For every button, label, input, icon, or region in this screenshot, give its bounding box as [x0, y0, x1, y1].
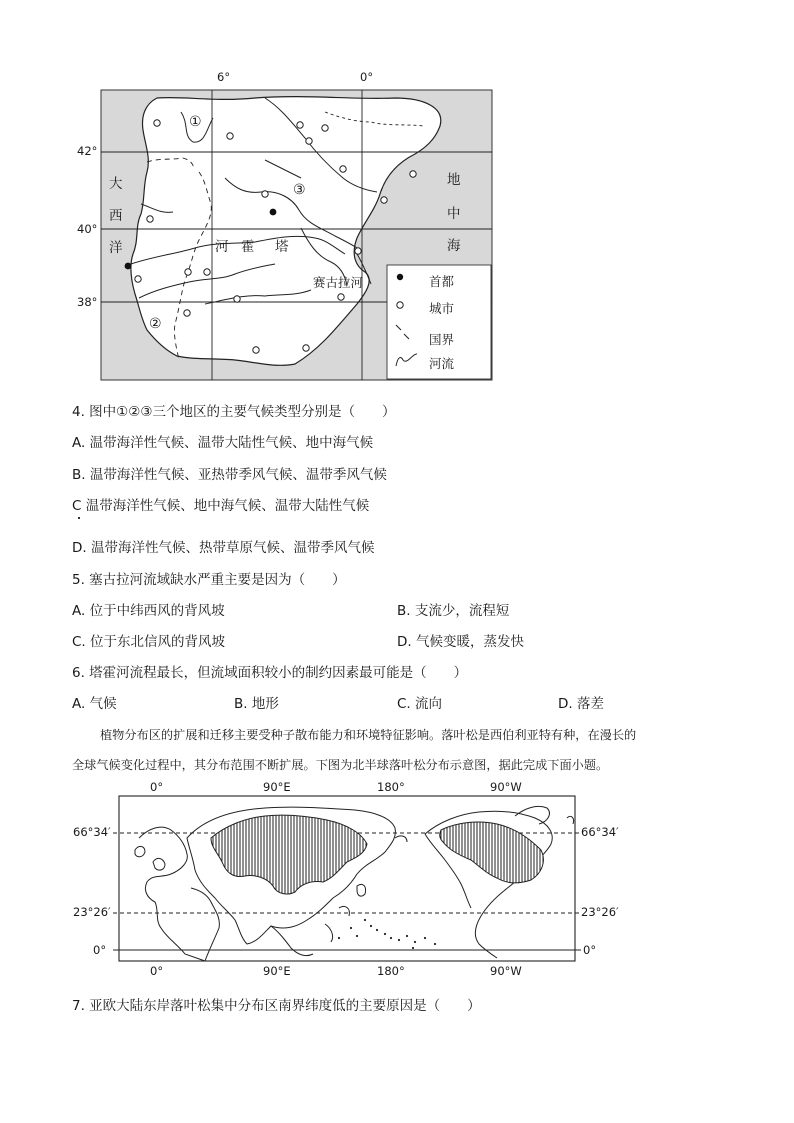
- larch-map-svg: [95, 778, 625, 978]
- top-lon-90e: 90°E: [263, 780, 291, 794]
- right-lat-23: 23°26′: [581, 905, 619, 919]
- question-7-stem: 7. 亚欧大陆东岸落叶松集中分布区南界纬度低的主要原因是（ ）: [72, 998, 481, 1014]
- question-5-option-a: A. 位于中纬西风的背风坡: [72, 603, 225, 619]
- question-5-stem: 5. 塞古拉河流域缺水严重主要是因为（ ）: [72, 572, 346, 588]
- lon-label-0: 0°: [360, 70, 374, 84]
- bottom-lon-90e: 90°E: [263, 964, 291, 978]
- sea-left-char-1: 大: [109, 176, 123, 192]
- question-6-option-d: D. 落差: [558, 696, 604, 712]
- left-lat-23: 23°26′: [73, 905, 111, 919]
- right-lat-0: 0°: [583, 943, 597, 957]
- question-5-option-d: D. 气候变暖，蒸发快: [397, 634, 524, 650]
- question-6-option-b: B. 地形: [234, 696, 279, 712]
- lon-label-6: 6°: [217, 70, 231, 84]
- legend-border-label: 国界: [429, 332, 455, 347]
- larch-distribution-map: [73, 778, 625, 978]
- question-5-option-b: B. 支流少，流程短: [397, 603, 510, 619]
- sea-right-char-2: 中: [447, 206, 461, 222]
- tajo-char-3: 塔: [275, 239, 289, 255]
- lat-label-38: 38°: [77, 295, 98, 309]
- bottom-lon-180: 180°: [377, 964, 405, 978]
- question-4-option-d: D. 温带海洋性气候、热带草原气候、温带季风气候: [72, 540, 375, 556]
- iberia-map: [77, 68, 500, 384]
- sea-left-char-2: 西: [109, 208, 123, 224]
- tajo-char-1: 河: [215, 239, 229, 255]
- top-lon-0: 0°: [150, 780, 164, 794]
- passage-line-2: 全球气候变化过程中，其分布范围不断扩展。下图为北半球落叶松分布示意图，据此完成下面小题。: [72, 758, 609, 772]
- question-6-option-a: A. 气候: [72, 696, 117, 712]
- region-label-2: ②: [149, 316, 162, 332]
- stray-dot: [78, 517, 80, 519]
- sea-right-char-1: 地: [447, 172, 461, 188]
- legend-capital-symbol: [397, 274, 403, 280]
- question-4-option-c: C 温带海洋性气候、地中海气候、温带大陆性气候: [72, 498, 370, 514]
- segura-river-label: 赛古拉河: [313, 275, 364, 290]
- tajo-char-2: 霍: [241, 239, 255, 255]
- top-lon-180: 180°: [377, 780, 405, 794]
- question-4-stem: 4. 图中①②③三个地区的主要气候类型分别是（ ）: [72, 404, 396, 420]
- legend-capital-label: 首都: [429, 274, 455, 289]
- top-lon-90w: 90°W: [490, 780, 522, 794]
- legend-city-label: 城市: [429, 301, 455, 316]
- bottom-lon-0: 0°: [150, 964, 164, 978]
- region-label-1: ①: [189, 114, 202, 130]
- capital-madrid: [270, 209, 277, 216]
- legend-city-symbol: [397, 302, 403, 308]
- lat-label-42: 42°: [77, 144, 98, 158]
- question-4-option-b: B. 温带海洋性气候、亚热带季风气候、温带季风气候: [72, 467, 387, 483]
- legend-river-label: 河流: [429, 356, 455, 371]
- right-lat-66: 66°34′: [581, 825, 619, 839]
- question-4-option-a: A. 温带海洋性气候、温带大陆性气候、地中海气候: [72, 435, 374, 451]
- capital-lisbon: [125, 263, 132, 270]
- bottom-lon-90w: 90°W: [490, 964, 522, 978]
- question-5-option-c: C. 位于东北信风的背风坡: [72, 634, 226, 650]
- sea-right-char-3: 海: [447, 238, 461, 254]
- lat-label-40: 40°: [77, 222, 98, 236]
- question-6-option-c: C. 流向: [397, 696, 443, 712]
- left-lat-66: 66°34′: [73, 825, 111, 839]
- sea-left-char-3: 洋: [109, 240, 123, 256]
- question-6-stem: 6. 塔霍河流程最长，但流域面积较小的制约因素最可能是（ ）: [72, 665, 468, 681]
- region-label-3: ③: [293, 182, 306, 198]
- left-lat-0: 0°: [93, 943, 107, 957]
- passage-line-1: 植物分布区的扩展和迁移主要受种子散布能力和环境特征影响。落叶松是西伯利亚特有种，在漫长的: [100, 728, 637, 742]
